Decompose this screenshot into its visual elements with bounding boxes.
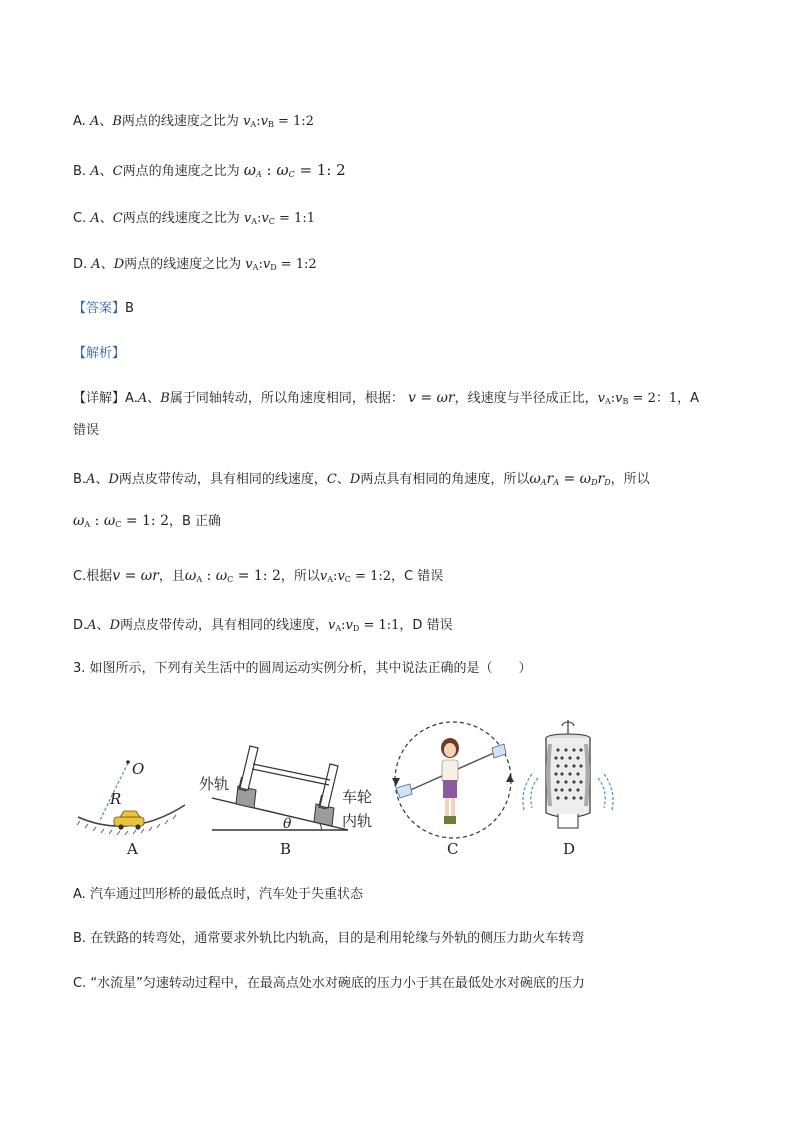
- caption-d: D: [563, 840, 576, 858]
- water-spray-right-outer: [604, 774, 613, 810]
- arrow-right-icon: [506, 774, 514, 782]
- label-theta: θ: [283, 816, 292, 832]
- caption-a: A: [127, 840, 138, 858]
- formula-v-omega-r: v = ωr: [407, 390, 455, 406]
- label-o: O: [132, 760, 145, 778]
- option-c: C. A、C两点的线速度之比为 $v_A:v_C$ = 1:1: [73, 211, 315, 226]
- label-outer-rail: 外轨: [199, 775, 230, 793]
- water-spray-left-outer: [523, 774, 532, 810]
- detail-label: 详解: [86, 391, 113, 406]
- arrow-left-icon: [392, 778, 400, 786]
- detail-a-line1: 【详解】A.A、B属于同轴转动，所以角速度相同，根据： v = ωr，线速度与半径成正比，$v_A:v_B = 2$：1，A: [73, 390, 700, 406]
- label-wheel: 车轮: [342, 788, 373, 806]
- girl-figure: [441, 738, 459, 824]
- figure-a-concave-bridge: [70, 745, 195, 835]
- caption-b: B: [280, 840, 292, 858]
- ratio-formula: $v_A:v_C$ = 1:1: [243, 211, 315, 226]
- answer-value: B: [125, 301, 134, 316]
- bowl-left-icon: [396, 784, 412, 798]
- detail-d-line: D.A、D两点皮带传动，具有相同的线速度，$v_A:v_D$ = 1:1，D 错误: [73, 618, 453, 633]
- car-icon: [114, 811, 144, 830]
- figure-c-water-meteor: [388, 718, 518, 843]
- detail-c-line: C.根据v = ωr，且$\omega_A$ : $\omega_C = 1$: 2，所以$v_A:v_C$ = 1:2，C 错误: [73, 568, 444, 584]
- analysis-heading: 【解析】: [73, 346, 126, 361]
- figure-d-spin-dryer: [518, 718, 618, 843]
- formula-omega-r: $\omega_Ar_A = \omega_Dr_D$: [529, 471, 611, 487]
- label-inner-rail: 内轨: [342, 812, 373, 830]
- option-b: B. A、C两点的角速度之比为 $\omega_A$ : $\omega_C = 1$: 2: [73, 161, 346, 179]
- drum-body: [546, 738, 590, 818]
- question-number: 3.: [73, 661, 86, 676]
- ratio-formula: $\omega_A$ : $\omega_C = 1$: 2: [243, 161, 346, 179]
- bowl-right-icon: [492, 744, 506, 758]
- caption-c: C: [447, 840, 459, 858]
- option-a: A. A、B两点的线速度之比为 $v_A:v_B$ = 1:2: [73, 114, 314, 129]
- detail-a-line2: 错误: [73, 423, 100, 438]
- label-r: R: [110, 790, 122, 808]
- q3-option-b: B. 在铁路的转弯处，通常要求外轨比内轨高，目的是利用轮缘与外轨的侧压力助火车转弯: [73, 931, 585, 946]
- q3-option-c: C. “水流星”匀速转动过程中，在最高点处水对碗底的压力小于其在最低处水对碗底的压力: [73, 976, 585, 991]
- answer-line: 【答案】B: [73, 301, 134, 316]
- ratio-formula: $v_A:v_B$ = 1:2: [243, 114, 314, 129]
- angle-arc: [320, 824, 322, 830]
- center-point: [126, 760, 130, 764]
- drum-base: [558, 814, 578, 828]
- option-d: D. A、D两点的线速度之比为 $v_A:v_D$ = 1:2: [73, 257, 317, 272]
- ratio-formula: $v_A:v_D$ = 1:2: [245, 257, 317, 272]
- water-spray-left: [531, 778, 538, 808]
- detail-b-line1: B.A、D两点皮带传动，具有相同的线速度，C、D两点具有相同的角速度，所以$\omega_Ar_A = \omega_Dr_D$，所以: [73, 471, 650, 487]
- answer-label: 答案: [86, 301, 113, 316]
- q3-option-a: A. 汽车通过凹形桥的最低点时，汽车处于失重状态: [73, 887, 363, 902]
- water-spray-right: [598, 778, 605, 808]
- detail-b-line2: $\omega_A$ : $\omega_C = 1$: 2，B 正确: [73, 513, 222, 529]
- question-3-stem: 3. 如图所示，下列有关生活中的圆周运动实例分析，其中说法正确的是（ ）: [73, 661, 532, 676]
